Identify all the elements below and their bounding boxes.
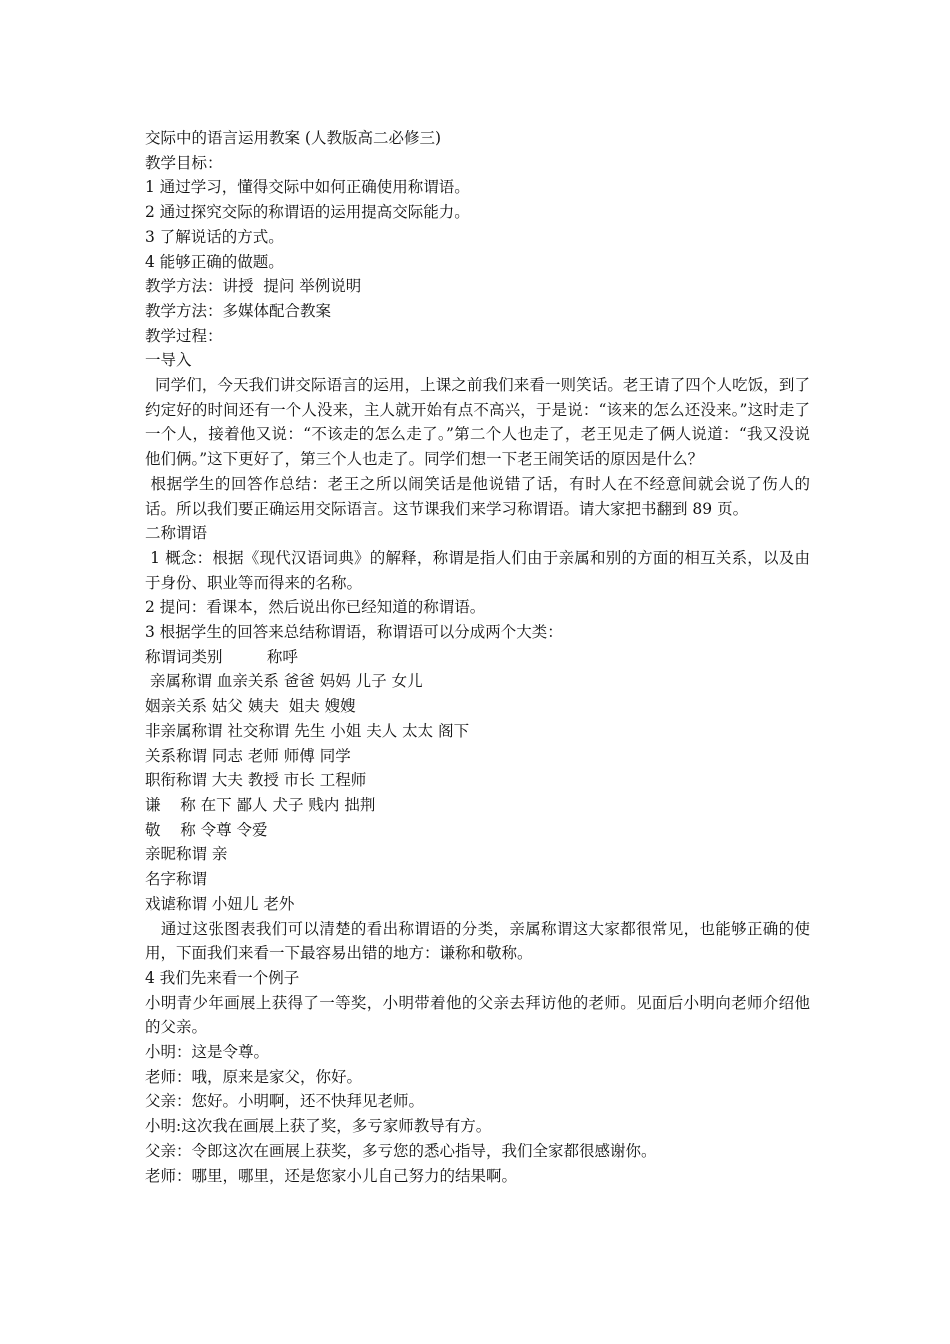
dialogue-line: 老师：哪里，哪里，还是您家小儿自己努力的结果啊。 <box>145 1166 518 1185</box>
document-body <box>145 126 810 1188</box>
table-line: 姻亲关系 姑父 姨夫 姐夫 嫂嫂 <box>145 697 356 716</box>
text-line: 教学方法：多媒体配合教案 <box>145 301 332 320</box>
text-line: 1 通过学习，懂得交际中如何正确使用称谓语。 <box>145 178 470 197</box>
text-line: 4 我们先来看一个例子 <box>145 968 300 987</box>
dialogue-line: 小明：这是令尊。 <box>145 1043 270 1062</box>
document-title: 交际中的语言运用教案 (人教版高二必修三) <box>145 129 442 147</box>
dialogue-line: 父亲：您好。小明啊，还不快拜见老师。 <box>145 1092 425 1111</box>
paragraph: 同学们，今天我们讲交际语言的运用，上课之前我们来看一则笑话。老王请了四个人吃饭，到了约定好的时间还有一个人没来，主人就开始有点不高兴，于是说：“该来的怎么还没来。”这时走了一个人，接着他又说：“不该走的怎么走了。”第二个人也走了，老王见走了俩人说道：“我又没说他们俩。”这下更好了，第三个人也走了。同学们想一下老王闹笑话的原因是什么？ <box>145 376 810 469</box>
text-line: 教学过程： <box>145 326 223 345</box>
table-line: 戏谑称谓 小妞儿 老外 <box>145 894 295 913</box>
text-line: 4 能够正确的做题。 <box>145 252 284 271</box>
dialogue-line: 父亲：令郎这次在画展上获奖，多亏您的悉心指导，我们全家都很感谢你。 <box>145 1141 657 1160</box>
table-line: 职衔称谓 大夫 教授 市长 工程师 <box>145 771 367 790</box>
table-line: 关系称谓 同志 老师 师傅 同学 <box>145 746 351 765</box>
text-line: 2 提问：看课本，然后说出你已经知道的称谓语。 <box>145 598 486 617</box>
text-line: 3 了解说话的方式。 <box>145 227 284 246</box>
text-line: 2 通过探究交际的称谓语的运用提高交际能力。 <box>145 203 470 222</box>
table-line: 名字称谓 <box>145 870 208 889</box>
paragraph: 1 概念：根据《现代汉语词典》的解释，称谓是指人们由于亲属和别的方面的相互关系，以及由于身份、职业等而得来的名称。 <box>145 548 810 592</box>
section-heading: 一导入 <box>145 351 192 370</box>
paragraph: 小明青少年画展上获得了一等奖，小明带着他的父亲去拜访他的老师。见面后小明向老师介绍他的父亲。 <box>145 993 810 1037</box>
paragraph: 根据学生的回答作总结：老王之所以闹笑话是他说错了话，有时人在不经意间就会说了伤人的话。所以我们要正确运用交际语言。这节课我们来学习称谓语。请大家把书翻到 89 页。 <box>145 474 810 518</box>
table-line: 谦 称 在下 鄙人 犬子 贱内 拙荆 <box>145 795 376 814</box>
table-header-line: 称谓词类别 称呼 <box>145 647 298 666</box>
table-line: 非亲属称谓 社交称谓 先生 小姐 夫人 太太 阁下 <box>145 721 470 740</box>
section-heading: 二称谓语 <box>145 524 208 543</box>
table-line: 亲昵称谓 亲 <box>145 845 228 864</box>
table-line: 敬 称 令尊 令爱 <box>145 820 268 839</box>
text-line: 教学目标： <box>145 153 223 172</box>
text-line: 3 根据学生的回答来总结称谓语，称谓语可以分成两个大类： <box>145 623 563 642</box>
text-line: 教学方法：讲授 提问 举例说明 <box>145 277 362 296</box>
paragraph: 通过这张图表我们可以清楚的看出称谓语的分类，亲属称谓这大家都很常见，也能够正确的使用，下面我们来看一下最容易出错的地方：谦称和敬称。 <box>145 919 810 963</box>
dialogue-line: 小明:这次我在画展上获了奖，多亏家师教导有方。 <box>145 1117 492 1136</box>
table-line: 亲属称谓 血亲关系 爸爸 妈妈 儿子 女儿 <box>145 672 423 691</box>
dialogue-line: 老师：哦，原来是家父，你好。 <box>145 1067 363 1086</box>
